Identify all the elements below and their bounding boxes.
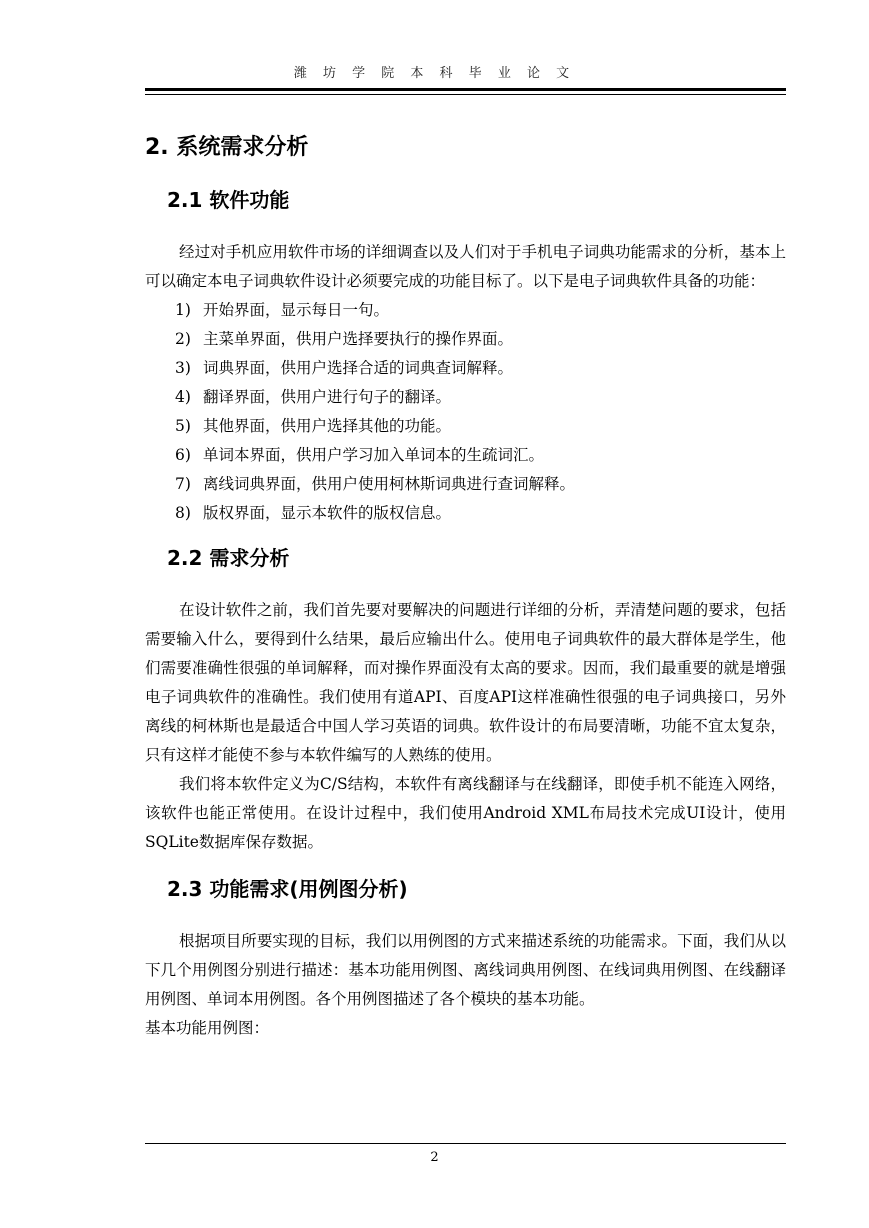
paragraph: 根据项目所要实现的目标，我们以用例图的方式来描述系统的功能需求。下面，我们从以下几个用例图分别进行描述：基本功能用例图、离线词典用例图、在线词典用例图、在线翻译用例图、单词本用例图。各个用例图描述了各个模块的基本功能。 — [145, 932, 786, 1008]
list-item-text: 单词本界面，供用户学习加入单词本的生疏词汇。 — [203, 446, 545, 464]
list-item-number: 8) — [175, 504, 191, 522]
list-item-text: 主菜单界面，供用户选择要执行的操作界面。 — [203, 330, 514, 348]
function-list — [145, 296, 786, 528]
list-item-number: 5) — [175, 417, 191, 435]
list-item — [145, 412, 786, 441]
paragraph: 在设计软件之前，我们首先要对要解决的问题进行详细的分析，弄清楚问题的要求，包括需要输入什么，要得到什么结果，最后应输出什么。使用电子词典软件的最大群体是学生，他们需要准确性很强的单词解释，而对操作界面没有太高的要求。因而，我们最重要的就是增强电子词典软件的准确性。我们使用有道API、百度API这样准确性很强的电子词典接口，另外离线的柯林斯也是最适合中国人学习英语的词典。软件设计的布局要清晰，功能不宜太复杂，只有这样才能使不参与本软件编写的人熟练的使用。 — [145, 601, 786, 764]
list-item-text: 离线词典界面，供用户使用柯林斯词典进行查词解释。 — [203, 475, 576, 493]
page-content — [145, 128, 786, 1043]
list-item-number: 1) — [175, 301, 191, 319]
list-item — [145, 383, 786, 412]
list-item — [145, 296, 786, 325]
list-item-number: 4) — [175, 388, 191, 406]
paragraph: 经过对手机应用软件市场的详细调查以及人们对于手机电子词典功能需求的分析，基本上可以确定本电子词典软件设计必须要完成的功能目标了。以下是电子词典软件具备的功能： — [145, 243, 786, 290]
list-item — [145, 354, 786, 383]
subsection-title-2-2: 2.2 需求分析 — [167, 546, 290, 570]
list-item-text: 版权界面，显示本软件的版权信息。 — [203, 504, 452, 522]
list-item — [145, 470, 786, 499]
list-item-text: 翻译界面，供用户进行句子的翻译。 — [203, 388, 452, 406]
header-rule-thin — [145, 94, 786, 95]
footer-rule — [145, 1143, 786, 1144]
list-item-number: 7) — [175, 475, 191, 493]
list-item-number: 2) — [175, 330, 191, 348]
list-item-text: 词典界面，供用户选择合适的词典查词解释。 — [203, 359, 514, 377]
subsection-title-2-1: 2.1 软件功能 — [167, 188, 290, 212]
page-header-title: 潍 坊 学 院 本 科 毕 业 论 文 — [293, 66, 576, 81]
list-item-number: 3) — [175, 359, 191, 377]
list-item-text: 开始界面，显示每日一句。 — [203, 301, 390, 319]
page-number: 2 — [430, 1150, 439, 1165]
header-rule-thick — [145, 88, 786, 91]
list-item — [145, 325, 786, 354]
list-item-text: 其他界面，供用户选择其他的功能。 — [203, 417, 452, 435]
section-title: 2. 系统需求分析 — [145, 135, 309, 160]
list-item — [145, 441, 786, 470]
list-item — [145, 499, 786, 528]
subsection-title-2-3: 2.3 功能需求(用例图分析) — [167, 877, 408, 901]
paragraph: 基本功能用例图： — [145, 1019, 270, 1037]
list-item-number: 6) — [175, 446, 191, 464]
paragraph: 我们将本软件定义为C/S结构，本软件有离线翻译与在线翻译，即使手机不能连入网络，该软件也能正常使用。在设计过程中，我们使用Android XML布局技术完成UI设计，使用SQLite数据库保存数据。 — [145, 775, 786, 851]
